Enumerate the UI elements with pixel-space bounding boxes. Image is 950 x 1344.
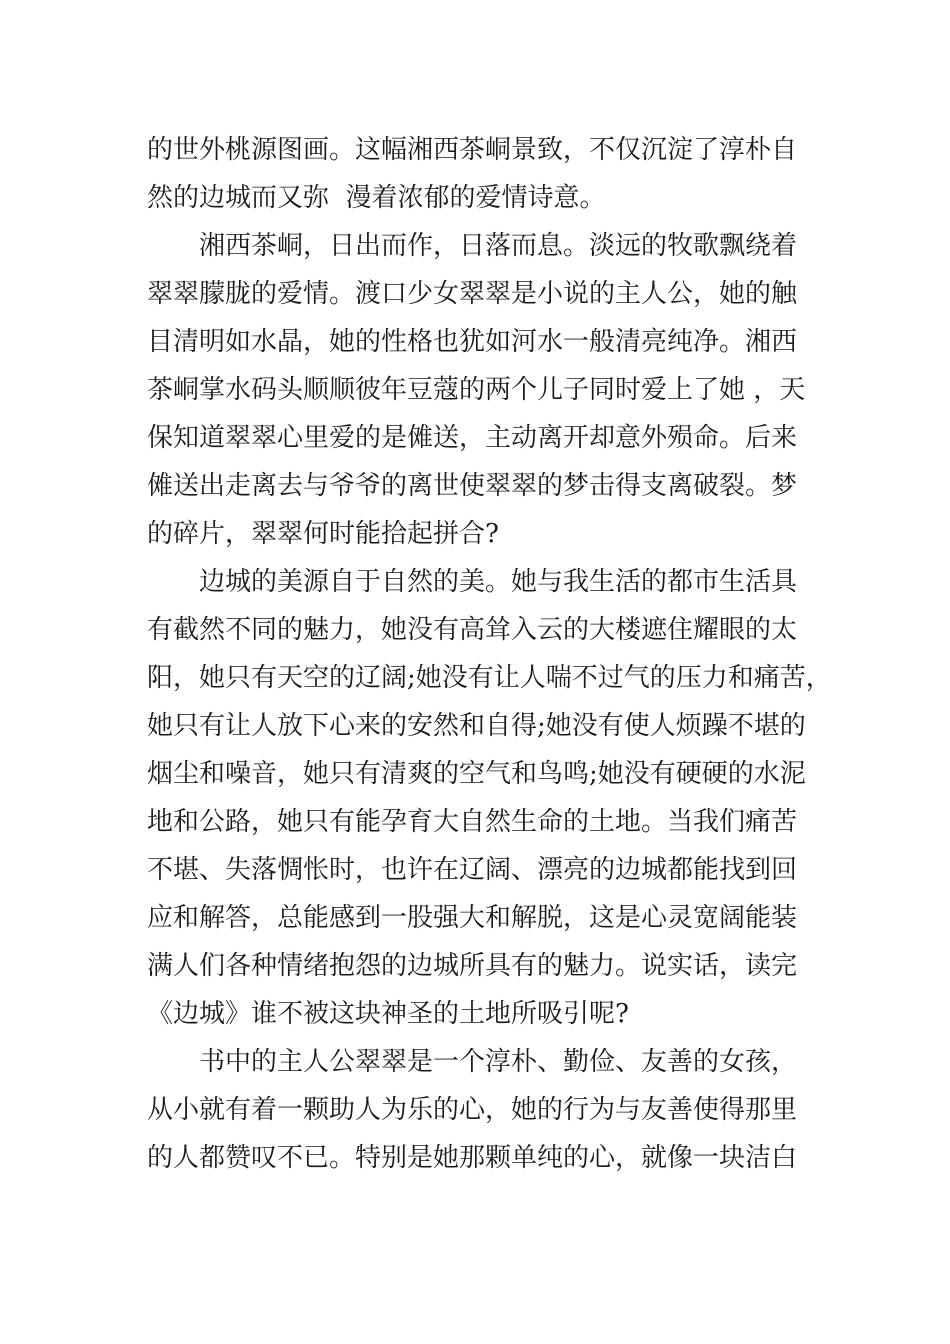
text-line: 的碎片，翠翠何时能拾起拼合? [147,519,499,549]
text-line: 不堪、失落惆怅时，也许在辽阔、漂亮的边城都能找到回 [147,855,798,885]
text-line: 茶峒掌水码头顺顺彼年豆蔻的两个儿子同时爱上了她 ，天 [147,375,806,405]
paragraph-first-line: 边城的美源自于自然的美。她与我生活的都市生活具 [199,567,798,597]
text-line: 有截然不同的魅力，她没有高耸入云的大楼遮住耀眼的太 [147,615,798,645]
text-line: 阳，她只有天空的辽阔;她没有让人喘不过气的压力和痛苦， [147,663,832,693]
body-text [147,126,832,1182]
text-line: 的世外桃源图画。这幅湘西茶峒景致，不仅沉淀了淳朴自 [147,135,798,165]
text-line: 目清明如水晶，她的性格也犹如河水一般清亮纯净。湘西 [147,327,798,357]
text-line: 从小就有着一颗助人为乐的心，她的行为与友善使得那里 [147,1095,798,1125]
paragraph-first-line: 书中的主人公翠翠是一个淳朴、勤俭、友善的女孩， [199,1047,798,1077]
text-line: 翠翠朦胧的爱情。渡口少女翠翠是小说的主人公，她的触 [147,279,798,309]
text-line: 满人们各种情绪抱怨的边城所具有的魅力。说实话，读完 [147,951,798,981]
text-line: 保知道翠翠心里爱的是傩送，主动离开却意外殒命。后来 [147,423,798,453]
paragraph-first-line: 湘西茶峒，日出而作，日落而息。淡远的牧歌飘绕着 [199,231,798,261]
text-line: 烟尘和噪音，她只有清爽的空气和鸟鸣;她没有硬硬的水泥 [147,759,806,789]
text-line: 她只有让人放下心来的安然和自得;她没有使人烦躁不堪的 [147,711,806,741]
text-line: 傩送出走离去与爷爷的离世使翠翠的梦击得支离破裂。梦 [147,471,798,501]
text-line: 然的边城而又弥 漫着浓郁的爱情诗意。 [147,183,606,213]
text-line: 的人都赞叹不已。特别是她那颗单纯的心，就像一块洁白 [147,1143,798,1173]
text-line: 应和解答，总能感到一股强大和解脱，这是心灵宽阔能装 [147,903,798,933]
text-line: 《边城》谁不被这块神圣的土地所吸引呢? [147,999,629,1029]
text-line: 地和公路，她只有能孕育大自然生命的土地。当我们痛苦 [147,807,798,837]
